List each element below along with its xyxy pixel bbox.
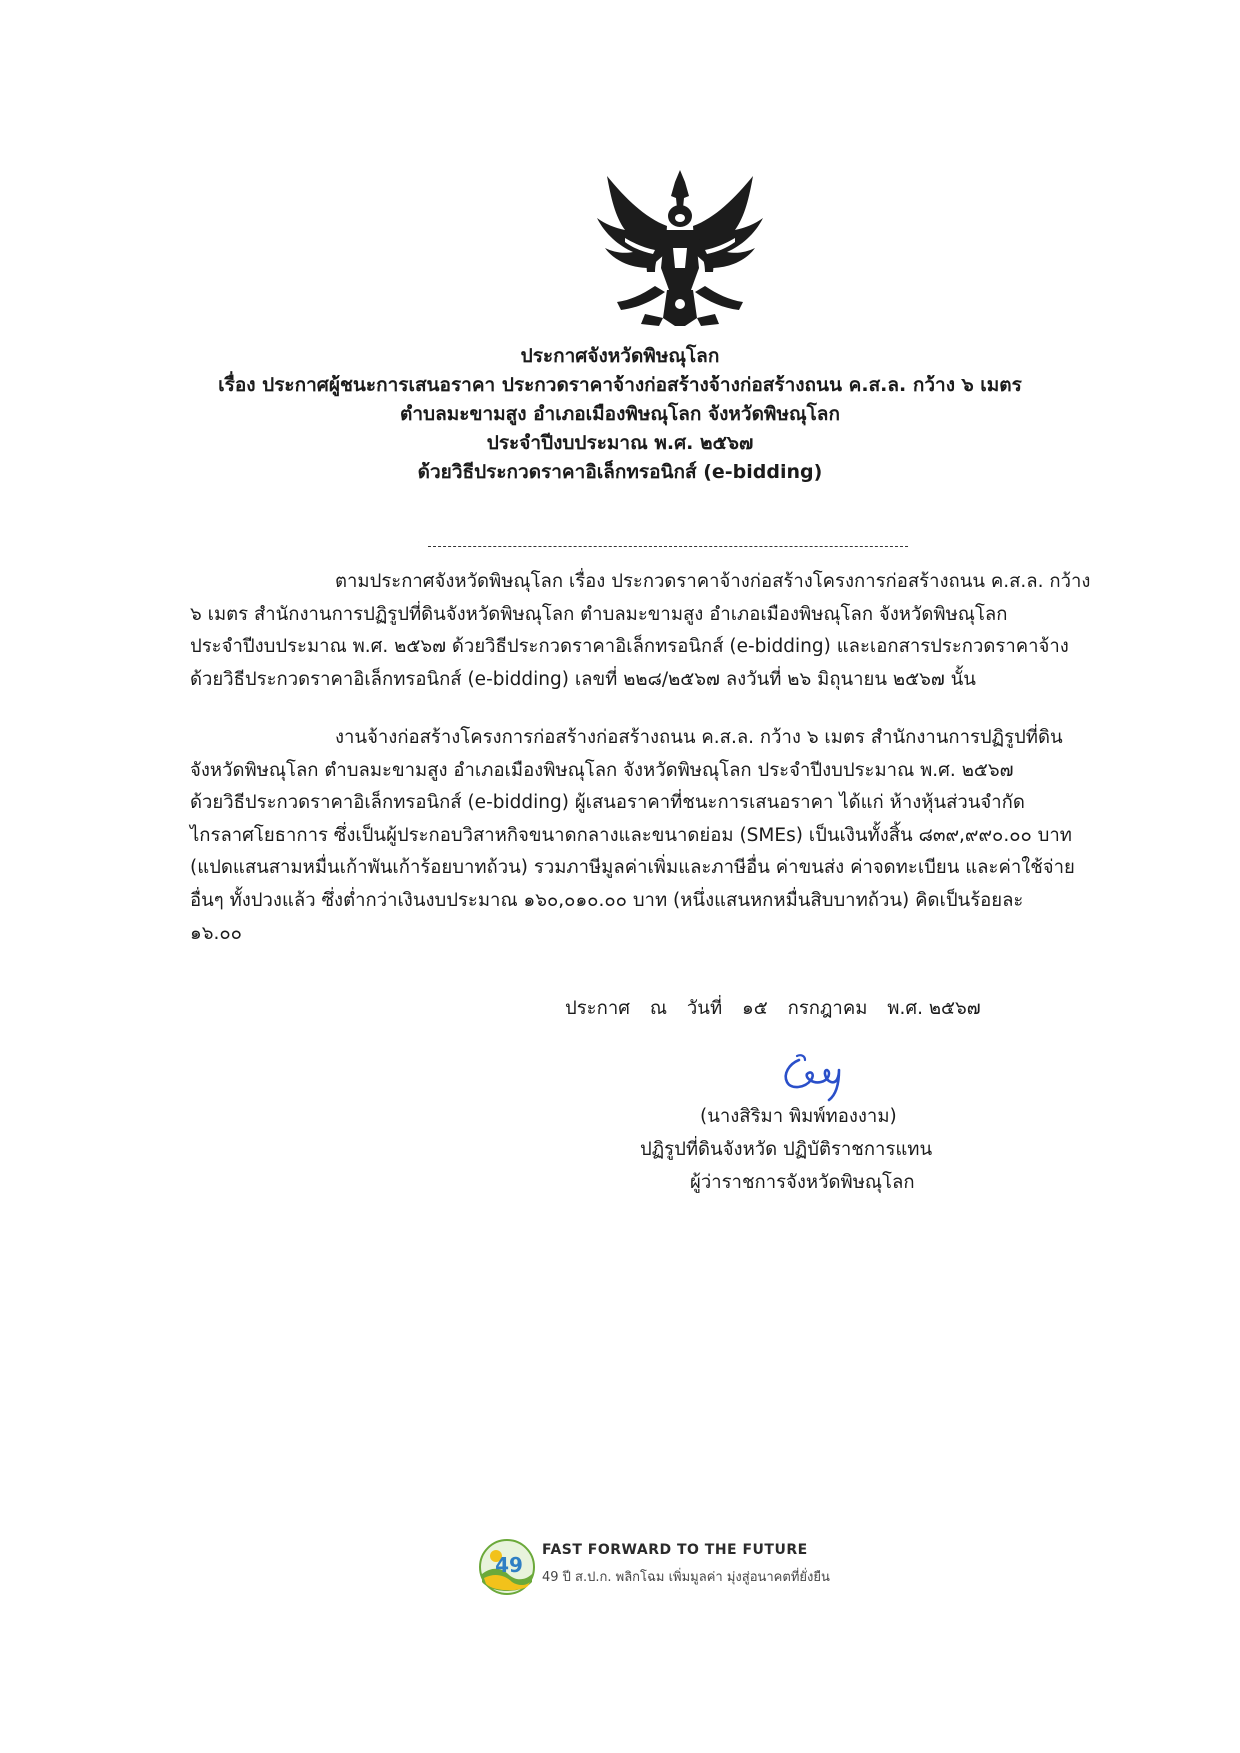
signature-icon <box>777 1052 857 1102</box>
header-location: ตำบลมะขามสูง อำเภอเมืองพิษณุโลก จังหวัดพิษณุโลก <box>400 403 840 425</box>
signer-position: ปฏิรูปที่ดินจังหวัด ปฏิบัติราชการแทน <box>640 1139 933 1160</box>
garuda-emblem-icon <box>585 168 775 330</box>
footer-branding <box>478 1534 878 1598</box>
paragraph-line: (แปดแสนสามหมื่นเก้าพันเก้าร้อยบาทถ้วน) รวมภาษีมูลค่าเพิ่มและภาษีอื่น ค่าขนส่ง ค่าจดทะเบียน และค่าใช้จ่าย <box>190 857 1075 879</box>
announcement-date <box>565 994 995 1023</box>
signer-office: ผู้ว่าราชการจังหวัดพิษณุโลก <box>690 1172 915 1193</box>
paragraph-line: งานจ้างก่อสร้างโครงการก่อสร้างก่อสร้างถนน ค.ส.ล. กว้าง ๖ เมตร สำนักงานการปฏิรูปที่ดิน <box>335 727 1063 748</box>
paragraph-line: ประจำปีงบประมาณ พ.ศ. ๒๕๖๗ ด้วยวิธีประกวดราคาอิเล็กทรอนิกส์ (e-bidding) และเอกสารประกวดราคาจ้าง <box>190 636 1069 658</box>
date-at: ณ <box>649 998 668 1019</box>
date-month: กรกฎาคม <box>787 998 868 1019</box>
announcement-header <box>140 342 1100 487</box>
header-divider <box>428 546 908 547</box>
paragraph-line: อื่นๆ ทั้งปวงแล้ว ซึ่งต่ำกว่าเงินงบประมาณ ๑๖๐,๐๑๐.๐๐ บาท (หนึ่งแสนหกหมื่นสิบบาทถ้วน) คิดเป็นร้อยละ <box>190 889 1024 911</box>
date-label: ประกาศ <box>565 998 630 1019</box>
footer-slogan: FAST FORWARD TO THE FUTURE <box>542 1542 808 1558</box>
header-title: ประกาศจังหวัดพิษณุโลก <box>520 345 720 367</box>
logo-number: 49 <box>495 1553 523 1577</box>
body-paragraph-2 <box>190 722 1100 950</box>
footer-tagline: 49 ปี ส.ป.ก. พลิกโฉม เพิ่มมูลค่า มุ่งสู่อนาคตที่ยั่งยืน <box>542 1570 830 1585</box>
signer-name: (นางสิริมา พิมพ์ทองงาม) <box>700 1106 897 1127</box>
signer-block <box>560 1100 1000 1199</box>
paragraph-line: ด้วยวิธีประกวดราคาอิเล็กทรอนิกส์ (e-bidding) ผู้เสนอราคาที่ชนะการเสนอราคา ได้แก่ ห้างหุ้นส่วนจำกัด <box>190 792 1025 814</box>
paragraph-line: ๖ เมตร สำนักงานการปฏิรูปที่ดินจังหวัดพิษณุโลก ตำบลมะขามสูง อำเภอเมืองพิษณุโลก จังหวัดพิษณุโลก <box>190 603 1008 625</box>
paragraph-line: จังหวัดพิษณุโลก ตำบลมะขามสูง อำเภอเมืองพิษณุโลก จังหวัดพิษณุโลก ประจำปีงบประมาณ พ.ศ. ๒๕๖๗ <box>190 759 1014 781</box>
paragraph-line: ด้วยวิธีประกวดราคาอิเล็กทรอนิกส์ (e-bidding) เลขที่ ๒๒๘/๒๕๖๗ ลงวันที่ ๒๖ มิถุนายน ๒๕๖๗ นั้น <box>190 668 976 690</box>
header-subject: เรื่อง ประกาศผู้ชนะการเสนอราคา ประกวดราคาจ้างก่อสร้างจ้างก่อสร้างถนน ค.ส.ล. กว้าง ๖ เมตร <box>218 374 1022 396</box>
header-method: ด้วยวิธีประกวดราคาอิเล็กทรอนิกส์ (e-bidding) <box>417 461 823 483</box>
body-paragraph-1 <box>190 566 1100 696</box>
date-day-label: วันที่ <box>686 998 723 1019</box>
alro-49-logo-icon <box>478 1538 536 1596</box>
paragraph-line: ไกรลาศโยธาการ ซึ่งเป็นผู้ประกอบวิสาหกิจขนาดกลางและขนาดย่อม (SMEs) เป็นเงินทั้งสิ้น ๘๓๙,๙๙๐.๐๐ บาท <box>190 824 1072 846</box>
paragraph-line: ตามประกาศจังหวัดพิษณุโลก เรื่อง ประกวดราคาจ้างก่อสร้างโครงการก่อสร้างถนน ค.ส.ล. กว้าง <box>335 571 1091 592</box>
date-year: พ.ศ. ๒๕๖๗ <box>887 998 981 1019</box>
paragraph-line: ๑๖.๐๐ <box>190 922 242 944</box>
date-day: ๑๕ <box>742 998 768 1019</box>
header-fiscal-year: ประจำปีงบประมาณ พ.ศ. ๒๕๖๗ <box>486 432 754 454</box>
